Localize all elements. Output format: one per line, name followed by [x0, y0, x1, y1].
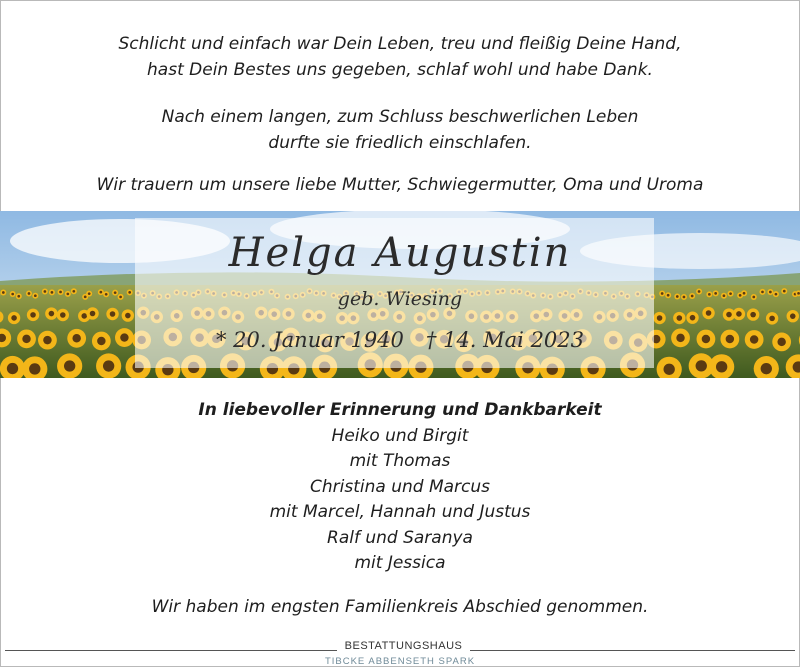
mourners-heading: In liebevoller Erinnerung und Dankbarkeit: [198, 400, 602, 420]
funeral-home-title: BESTATTUNGSHAUS: [344, 640, 463, 652]
mourner-line: mit Thomas: [349, 451, 451, 471]
sunflower: [787, 310, 799, 322]
sunflower: [8, 312, 20, 324]
sunflower: [766, 312, 778, 324]
mourning-text: Wir trauern um unsere liebe Mutter, Schwiegermutter, Oma und Uroma: [96, 175, 704, 195]
life-dates: [0, 328, 800, 352]
mourners-block: [0, 398, 800, 577]
sunflower: [686, 311, 698, 323]
funeral-home-logo: [0, 638, 800, 667]
sunflower: [122, 309, 134, 321]
death-date: † 14. Mai 2023: [425, 328, 585, 352]
mourner-line: Ralf und Saranya: [327, 527, 473, 548]
logo-divider-left: [5, 650, 337, 651]
sunflower: [96, 353, 121, 378]
logo-divider-right: [470, 650, 795, 651]
funeral-home-subtitle: TIBCKE ABBENSETH SPARK: [324, 656, 476, 667]
birth-date: * 20. Januar 1940: [215, 328, 404, 352]
verse-stanza-2: [0, 104, 800, 156]
birth-name: geb. Wiesing: [337, 288, 463, 310]
deceased-name: Helga Augustin: [228, 230, 572, 276]
mourner-line: mit Marcel, Hannah und Justus: [269, 502, 531, 522]
sunflower: [673, 312, 685, 324]
verse-line: hast Dein Bestes uns gegeben, schlaf wohl und habe Dank.: [147, 60, 653, 80]
mourner-line: Christina und Marcus: [310, 476, 490, 497]
verse-line: Nach einem langen, zum Schluss beschwerlichen Leben: [161, 107, 639, 127]
mourner-line: Heiko und Birgit: [331, 425, 469, 446]
mourning-line: [0, 172, 800, 198]
sunflower: [27, 309, 39, 321]
mourner-line: mit Jessica: [354, 553, 446, 573]
sunflower: [57, 309, 69, 321]
verse-line: durfte sie friedlich einschlafen.: [268, 133, 532, 153]
sunflower: [57, 353, 82, 378]
sunflower: [747, 308, 759, 320]
sunflower: [653, 312, 665, 324]
verse-stanza-1: [0, 31, 800, 83]
closing-line: Wir haben im engsten Familienkreis Abschied genommen.: [151, 597, 649, 617]
verse-line: Schlicht und einfach war Dein Leben, treu und fleißig Deine Hand,: [118, 34, 682, 54]
